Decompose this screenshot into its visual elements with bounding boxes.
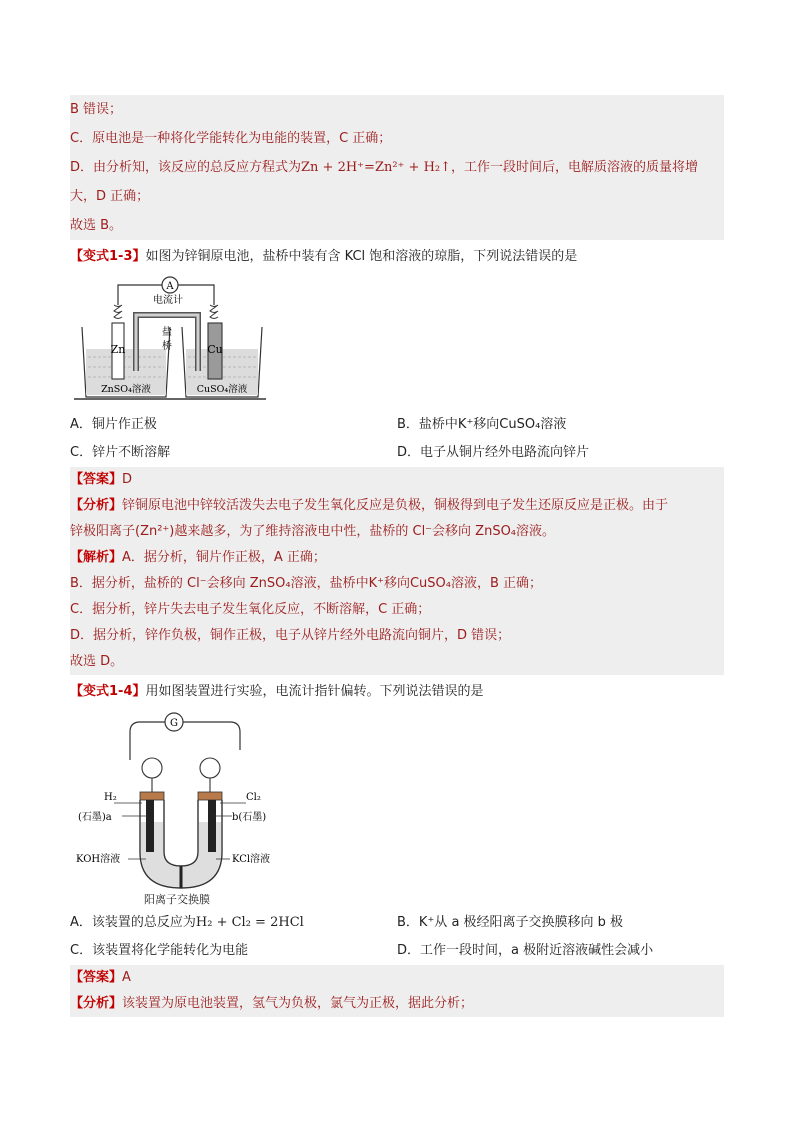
answer-line: 【答案】A bbox=[70, 970, 131, 985]
choose-line: 故选 D。 bbox=[70, 654, 124, 669]
document-page bbox=[70, 95, 724, 1017]
explain-line-c: C．原电池是一种将化学能转化为电能的装置，C 正确； bbox=[70, 131, 392, 146]
left-solution-label: ZnSO₄溶液 bbox=[101, 384, 151, 395]
explain-line-d: D．由分析知，该反应的总反应方程式为Zn + 2H⁺=Zn²⁺ + H₂↑，工作一段时间后，电解质溶液的质量将增 bbox=[70, 160, 699, 175]
question-1-4-solution bbox=[70, 965, 724, 1017]
choose-line: 故选 B。 bbox=[70, 218, 123, 233]
option-a: A．该装置的总反应为H₂ + Cl₂ = 2HCl bbox=[70, 915, 304, 930]
option-c: C．该装置将化学能转化为电能 bbox=[70, 943, 249, 958]
h2-label: H₂ bbox=[104, 792, 117, 803]
u-tube-cell-figure bbox=[70, 710, 724, 907]
ammeter-label: A bbox=[166, 281, 174, 292]
meter-label: 电流计 bbox=[153, 295, 183, 306]
galvanometer-label: G bbox=[170, 718, 178, 729]
explain-line-c: C．据分析，锌片失去电子发生氧化反应，不断溶解，C 正确； bbox=[70, 602, 431, 617]
option-c: C．锌片不断溶解 bbox=[70, 445, 171, 460]
right-solution-label: CuSO₄溶液 bbox=[196, 384, 248, 395]
zn-label: Zn bbox=[110, 343, 126, 356]
answer-line: 【答案】D bbox=[70, 472, 133, 487]
question-1-4-stem: 【变式1-4】用如图装置进行实验，电流计指针偏转。下列说法错误的是 bbox=[70, 684, 484, 699]
bridge-label-1: 盐 bbox=[162, 327, 172, 338]
electrode-b bbox=[208, 800, 216, 852]
zinc-copper-cell-figure bbox=[70, 275, 724, 409]
question-1-3-solution bbox=[70, 467, 724, 675]
question-tag: 【变式1-4】 bbox=[70, 684, 146, 699]
analysis-line-1: 【分析】该装置为原电池装置，氢气为负极，氯气为正极，据此分析； bbox=[70, 996, 474, 1011]
cu-label: Cu bbox=[207, 343, 223, 356]
explain-line-b: B 错误； bbox=[70, 102, 123, 117]
membrane-label: 阳离子交换膜 bbox=[144, 893, 210, 906]
analysis-line-2: 锌极阳离子(Zn²⁺)越来越多，为了维持溶液电中性，盐桥的 Cl⁻会移向 ZnSO₄溶液。 bbox=[70, 524, 556, 539]
explain-line-d: D．据分析，锌作负极，铜作正极，电子从锌片经外电路流向铜片，D 错误； bbox=[70, 628, 511, 643]
previous-explanation bbox=[70, 95, 724, 240]
option-b: B．K⁺从 a 极经阳离子交换膜移向 b 极 bbox=[397, 915, 624, 930]
cl2-label: Cl₂ bbox=[246, 792, 261, 803]
left-solution-label: KOH溶液 bbox=[76, 854, 121, 865]
option-b: B．盐桥中K⁺移向CuSO₄溶液 bbox=[397, 417, 567, 432]
right-solution-label: KCl溶液 bbox=[232, 854, 271, 865]
question-1-3-options-2 bbox=[70, 439, 724, 467]
question-1-4-options-2 bbox=[70, 937, 724, 965]
question-1-3-stem: 【变式1-3】如图为锌铜原电池，盐桥中装有含 KCl 饱和溶液的琼脂，下列说法错误的是 bbox=[70, 249, 578, 264]
galvanic-cell-diagram bbox=[70, 275, 270, 405]
question-1-4-options bbox=[70, 909, 724, 937]
right-electrode-label: b(石墨) bbox=[232, 812, 267, 823]
explain-line-a: 【解析】A．据分析，铜片作正极，A 正确； bbox=[70, 550, 326, 565]
question-tag: 【变式1-3】 bbox=[70, 249, 146, 264]
u-tube-diagram bbox=[70, 710, 290, 895]
option-a: A．铜片作正极 bbox=[70, 417, 157, 432]
question-1-3-options bbox=[70, 411, 724, 439]
electrode-a bbox=[146, 800, 154, 852]
analysis-line-1: 【分析】锌铜原电池中锌较活泼失去电子发生氧化反应是负极，铜极得到电子发生还原反应是正极。由于 bbox=[70, 498, 669, 513]
total-equation: Zn + 2H⁺=Zn²⁺ + H₂↑ bbox=[301, 160, 452, 175]
explain-line-d-cont: 大，D 正确； bbox=[70, 189, 150, 204]
bridge-label-2: 桥 bbox=[162, 341, 172, 352]
explain-line-b: B．据分析，盐桥的 Cl⁻会移向 ZnSO₄溶液，盐桥中K⁺移向CuSO₄溶液，B 正确； bbox=[70, 576, 543, 591]
left-electrode-label: (石墨)a bbox=[78, 812, 112, 823]
option-a-equation: H₂ + Cl₂ = 2HCl bbox=[195, 915, 304, 930]
option-d: D．电子从铜片经外电路流向锌片 bbox=[397, 445, 590, 460]
option-d: D．工作一段时间，a 极附近溶液碱性会减小 bbox=[397, 943, 654, 958]
